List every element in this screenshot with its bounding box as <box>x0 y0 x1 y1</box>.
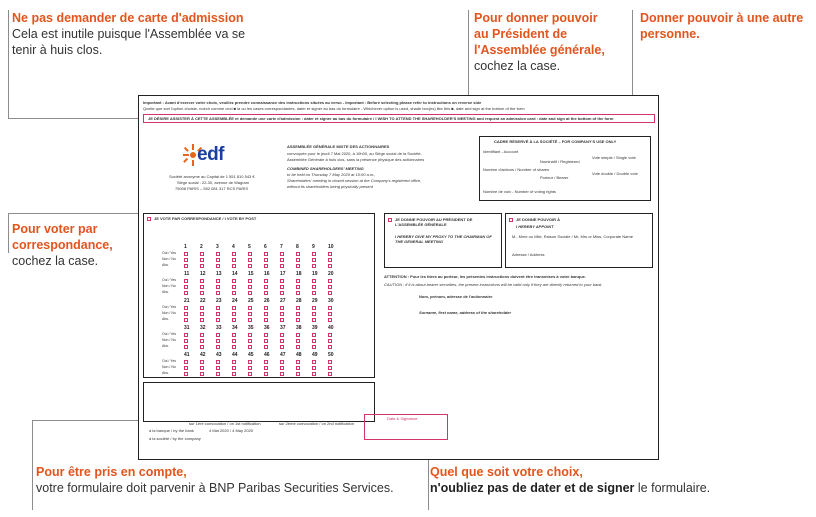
first-notification: sur 1ère convocation / on 1st notification <box>189 421 261 426</box>
resolution-number: 1 <box>184 244 187 250</box>
annotation-sign-title: Quel que soit votre choix, <box>430 465 583 479</box>
annotation-sign-bold: n'oubliez pas de dater et de signer <box>430 481 635 495</box>
vote-checkbox[interactable] <box>232 312 236 316</box>
resolution-number: 10 <box>328 244 334 250</box>
resolution-number: 16 <box>264 271 270 277</box>
vote-checkbox[interactable] <box>264 291 268 295</box>
vote-checkbox[interactable] <box>232 291 236 295</box>
vote-checkbox[interactable] <box>328 345 332 349</box>
annotation-sending <box>36 464 416 496</box>
vote-choice-label: Abs. <box>162 371 170 375</box>
vote-checkbox[interactable] <box>312 339 316 343</box>
resolution-number: 3 <box>216 244 219 250</box>
vote-choice-label: Non / No <box>162 338 176 342</box>
vote-checkbox[interactable] <box>200 372 204 376</box>
annotation-admission <box>12 10 252 58</box>
vote-checkbox[interactable] <box>216 372 220 376</box>
vote-checkbox[interactable] <box>184 312 188 316</box>
vote-checkbox[interactable] <box>216 339 220 343</box>
vote-checkbox[interactable] <box>328 252 332 256</box>
account-label: Identifiant - Account <box>483 149 519 154</box>
vote-checkbox[interactable] <box>200 252 204 256</box>
shareholder-name-en: Surname, first name, address of the shareholder <box>419 310 512 315</box>
vote-checkbox[interactable] <box>264 360 268 364</box>
vote-row <box>162 352 350 379</box>
vote-checkbox[interactable] <box>264 366 268 370</box>
vote-checkbox[interactable] <box>216 360 220 364</box>
amendments-box <box>143 382 375 422</box>
vote-checkbox[interactable] <box>296 306 300 310</box>
vote-checkbox[interactable] <box>232 345 236 349</box>
vote-choice-label: Non / No <box>162 257 176 261</box>
company-use-box <box>479 136 651 201</box>
vote-checkbox[interactable] <box>184 264 188 268</box>
meeting-en-title: COMBINED SHAREHOLDERS' MEETING <box>287 166 364 171</box>
resolution-number: 21 <box>184 298 190 304</box>
proxy-other-checkbox[interactable] <box>509 218 513 222</box>
annotation-correspondence <box>12 221 137 269</box>
vote-checkbox[interactable] <box>248 366 252 370</box>
date-signature-box[interactable] <box>364 414 448 440</box>
vote-choice-label: Abs. <box>162 344 170 348</box>
vote-checkbox[interactable] <box>232 252 236 256</box>
annotation-president-body: cochez la case. <box>474 59 561 73</box>
resolution-number: 37 <box>280 325 286 331</box>
vote-checkbox[interactable] <box>328 285 332 289</box>
proxy-president-title: JE DONNE POUVOIR AU PRÉSIDENT DE L'ASSEMBLÉE GÉNÉRALE <box>395 217 473 227</box>
vote-checkbox[interactable] <box>328 318 332 322</box>
vote-checkbox[interactable] <box>200 360 204 364</box>
vote-checkbox[interactable] <box>216 366 220 370</box>
vote-checkbox[interactable] <box>296 366 300 370</box>
vote-checkbox[interactable] <box>184 372 188 376</box>
vote-checkbox[interactable] <box>216 279 220 283</box>
vote-checkbox[interactable] <box>232 366 236 370</box>
vote-checkbox[interactable] <box>216 285 220 289</box>
vote-checkbox[interactable] <box>216 318 220 322</box>
vote-checkbox[interactable] <box>184 252 188 256</box>
vote-choice-label: Oui / Yes <box>162 332 177 336</box>
resolution-number: 35 <box>248 325 254 331</box>
vote-checkbox[interactable] <box>216 258 220 262</box>
deadline: 4 Mai 2020 / 4 May 2020 <box>209 428 254 433</box>
resolution-number: 27 <box>280 298 286 304</box>
resolution-number: 12 <box>200 271 206 277</box>
resolution-number: 25 <box>248 298 254 304</box>
shares-label: Nombre d'actions / Number of shares <box>483 167 550 172</box>
vote-checkbox[interactable] <box>248 360 252 364</box>
resolution-number: 43 <box>216 352 222 358</box>
vote-checkbox[interactable] <box>216 345 220 349</box>
form-important: Important : Avant d'exercer votre choix, veuillez prendre connaissance des instructions situées au verso - Important : Before selecting please refer to instructions on reverse side <box>143 100 482 105</box>
vote-checkbox[interactable] <box>200 318 204 322</box>
leader-line <box>8 213 9 253</box>
vote-checkbox[interactable] <box>232 372 236 376</box>
vote-by-post-box <box>143 213 375 378</box>
annotation-other-person <box>640 10 810 42</box>
resolution-number: 42 <box>200 352 206 358</box>
vote-checkbox[interactable] <box>248 339 252 343</box>
vote-checkbox[interactable] <box>200 264 204 268</box>
vote-checkbox[interactable] <box>248 285 252 289</box>
resolution-number: 39 <box>312 325 318 331</box>
resolution-number: 2 <box>200 244 203 250</box>
vote-checkbox[interactable] <box>296 360 300 364</box>
vote-checkbox[interactable] <box>200 291 204 295</box>
resolution-number: 30 <box>328 298 334 304</box>
vote-checkbox[interactable] <box>200 279 204 283</box>
vote-checkbox[interactable] <box>280 291 284 295</box>
vote-checkbox[interactable] <box>296 345 300 349</box>
company-use-title: CADRE RÉSERVÉ À LA SOCIÉTÉ – FOR COMPANY'S USE ONLY <box>494 139 617 144</box>
vote-row <box>162 298 350 325</box>
vote-checkbox[interactable] <box>232 339 236 343</box>
vote-checkbox[interactable] <box>296 264 300 268</box>
resolution-number: 46 <box>264 352 270 358</box>
vote-checkbox[interactable] <box>280 285 284 289</box>
vote-checkbox[interactable] <box>232 279 236 283</box>
proxy-president-box <box>384 213 502 268</box>
vote-choice-label: Abs. <box>162 263 170 267</box>
vote-checkbox[interactable] <box>248 279 252 283</box>
vote-checkbox[interactable] <box>264 345 268 349</box>
date-signature-label: Date & Signature <box>387 416 418 421</box>
vote-checkbox[interactable] <box>328 333 332 337</box>
resolution-number: 5 <box>248 244 251 250</box>
resolution-number: 22 <box>200 298 206 304</box>
vote-checkbox[interactable] <box>200 339 204 343</box>
resolution-number: 15 <box>248 271 254 277</box>
meeting-fr: convoquée pour le jeudi 7 Mai 2020, à 10h00, au Siège social de la Société. <box>287 151 422 156</box>
vote-by-post-checkbox[interactable] <box>147 217 151 221</box>
vote-checkbox[interactable] <box>328 372 332 376</box>
resolution-number: 50 <box>328 352 334 358</box>
resolution-number: 9 <box>312 244 315 250</box>
proxy-other-box <box>505 213 653 268</box>
vote-checkbox[interactable] <box>280 252 284 256</box>
annotation-president-title: Pour donner pouvoir au Président de l'Assemblée générale, <box>474 11 605 57</box>
vote-checkbox[interactable] <box>296 285 300 289</box>
resolution-number: 47 <box>280 352 286 358</box>
vote-choice-label: Abs. <box>162 317 170 321</box>
vote-checkbox[interactable] <box>216 264 220 268</box>
vote-checkbox[interactable] <box>328 312 332 316</box>
resolution-number: 38 <box>296 325 302 331</box>
vote-checkbox[interactable] <box>328 279 332 283</box>
vote-checkbox[interactable] <box>328 339 332 343</box>
vote-checkbox[interactable] <box>296 312 300 316</box>
resolution-number: 17 <box>280 271 286 277</box>
vote-checkbox[interactable] <box>248 345 252 349</box>
vote-checkbox[interactable] <box>184 333 188 337</box>
vote-checkbox[interactable] <box>296 318 300 322</box>
vote-checkbox[interactable] <box>328 306 332 310</box>
vote-row <box>162 244 350 271</box>
resolution-number: 4 <box>232 244 235 250</box>
vote-checkbox[interactable] <box>280 306 284 310</box>
vote-checkbox[interactable] <box>248 252 252 256</box>
vote-checkbox[interactable] <box>200 366 204 370</box>
leader-line <box>8 10 9 118</box>
voting-rights-label: Nombre de voix - Number of voting rights <box>483 189 556 194</box>
vote-checkbox[interactable] <box>312 285 316 289</box>
meeting-fr-2: Assemblée Générale à huis clos, sans la présence physique des actionnaires <box>287 157 425 162</box>
vote-checkbox[interactable] <box>232 285 236 289</box>
meeting-title: ASSEMBLÉE GÉNÉRALE MIXTE DES ACTIONNAIRES <box>287 144 390 149</box>
vote-checkbox[interactable] <box>280 312 284 316</box>
vote-checkbox[interactable] <box>184 345 188 349</box>
bank-line: à la banque / by the bank <box>149 428 194 433</box>
vote-checkbox[interactable] <box>296 252 300 256</box>
shareholder-name-label: Nom, prénom, adresse de l'actionnaire <box>419 294 493 299</box>
vote-checkbox[interactable] <box>264 258 268 262</box>
vote-checkbox[interactable] <box>232 264 236 268</box>
vote-checkbox[interactable] <box>312 279 316 283</box>
form-important-2: Quelle que soit l'option choisie, noircir comme ceci ■ la ou les cases correspondantes, dater et signer au bas du formulaire - Whichever option is used, shade box(es) like this ■, date and sign at the bottom of the form <box>143 106 525 111</box>
vote-checkbox[interactable] <box>184 279 188 283</box>
vote-checkbox[interactable] <box>184 339 188 343</box>
vote-checkbox[interactable] <box>280 360 284 364</box>
vote-checkbox[interactable] <box>248 264 252 268</box>
vote-choice-label: Non / No <box>162 284 176 288</box>
vote-choice-label: Oui / Yes <box>162 278 177 282</box>
resolution-number: 20 <box>328 271 334 277</box>
vote-checkbox[interactable] <box>264 264 268 268</box>
vote-checkbox[interactable] <box>232 258 236 262</box>
resolution-number: 36 <box>264 325 270 331</box>
registered-label: Nominatif / Registered <box>540 159 580 164</box>
vote-checkbox[interactable] <box>280 366 284 370</box>
vote-checkbox[interactable] <box>264 252 268 256</box>
vote-checkbox[interactable] <box>280 333 284 337</box>
vote-checkbox[interactable] <box>264 318 268 322</box>
resolution-number: 29 <box>312 298 318 304</box>
vote-choice-label: Abs. <box>162 290 170 294</box>
resolution-number: 7 <box>280 244 283 250</box>
vote-checkbox[interactable] <box>232 318 236 322</box>
vote-checkbox[interactable] <box>216 306 220 310</box>
vote-checkbox[interactable] <box>232 306 236 310</box>
vote-checkbox[interactable] <box>200 312 204 316</box>
proxy-other-address: Adresse / Address <box>512 252 545 257</box>
vote-checkbox[interactable] <box>184 306 188 310</box>
vote-checkbox[interactable] <box>264 306 268 310</box>
vote-checkbox[interactable] <box>296 333 300 337</box>
vote-checkbox[interactable] <box>232 360 236 364</box>
vote-checkbox[interactable] <box>264 312 268 316</box>
resolution-number: 40 <box>328 325 334 331</box>
resolution-number: 18 <box>296 271 302 277</box>
annotation-other-person-title: Donner pouvoir à une autre personne. <box>640 11 804 41</box>
resolution-number: 14 <box>232 271 238 277</box>
second-notification: sur 2ème convocation / on 2nd notification <box>279 421 354 426</box>
vote-checkbox[interactable] <box>328 360 332 364</box>
proxy-president-en: I HEREBY GIVE MY PROXY TO THE CHAIRMAN OF THE GENERAL MEETING <box>395 234 492 244</box>
vote-checkbox[interactable] <box>264 285 268 289</box>
annotation-correspondence-body: cochez la case. <box>12 254 99 268</box>
meeting-en-2: Shareholders' meeting in closed session at the Company's registered office, <box>287 178 422 183</box>
vote-checkbox[interactable] <box>232 333 236 337</box>
resolution-number: 28 <box>296 298 302 304</box>
resolution-number: 11 <box>184 271 190 277</box>
company-capital: Société anonyme au Capital de 1 551 810 543 € <box>169 174 255 179</box>
resolution-number: 31 <box>184 325 190 331</box>
vote-checkbox[interactable] <box>296 372 300 376</box>
vote-checkbox[interactable] <box>280 372 284 376</box>
annotation-admission-title: Ne pas demander de carte d'admission <box>12 11 244 25</box>
vote-checkbox[interactable] <box>312 306 316 310</box>
edf-logo-text: edf <box>197 144 224 165</box>
resolution-number: 49 <box>312 352 318 358</box>
vote-by-post-title: JE VOTE PAR CORRESPONDANCE / I VOTE BY POST <box>154 216 257 221</box>
resolution-number: 48 <box>296 352 302 358</box>
vote-checkbox[interactable] <box>280 258 284 262</box>
vote-checkbox[interactable] <box>264 372 268 376</box>
vote-checkbox[interactable] <box>312 372 316 376</box>
leader-line <box>8 213 150 214</box>
resolution-number: 23 <box>216 298 222 304</box>
vote-checkbox[interactable] <box>248 312 252 316</box>
attend-label: JE DÉSIRE ASSISTER À CETTE ASSEMBLÉE et demande une carte d'admission : dater et signer au bas du formulaire / I WISH TO ATTEND THE SHAREHOLDER'S MEETING and request an admission card : date and sign at the bottom of the form <box>148 116 614 121</box>
vote-checkbox[interactable] <box>264 279 268 283</box>
vote-checkbox[interactable] <box>328 291 332 295</box>
vote-choice-label: Non / No <box>162 365 176 369</box>
annotation-sign-body: le formulaire. <box>637 481 711 495</box>
vote-checkbox[interactable] <box>312 366 316 370</box>
vote-grid <box>162 244 350 379</box>
resolution-number: 44 <box>232 352 238 358</box>
attention-text: ATTENTION : Pour les titres au porteur, les présentes instructions doivent être transmises à votre banque. <box>384 274 586 279</box>
vote-checkbox[interactable] <box>264 333 268 337</box>
vote-choice-label: Oui / Yes <box>162 359 177 363</box>
vote-checkbox[interactable] <box>248 318 252 322</box>
vote-checkbox[interactable] <box>312 333 316 337</box>
meeting-en: to be held on Thursday 7 May 2020 at 10:00 a.m., <box>287 172 376 177</box>
company-address: Siège social : 22-30, avenue de Wagram <box>177 180 250 185</box>
vote-checkbox[interactable] <box>184 258 188 262</box>
vote-choice-label: Non / No <box>162 311 176 315</box>
annotation-sign <box>430 464 810 496</box>
proxy-form <box>138 95 659 460</box>
resolution-number: 45 <box>248 352 254 358</box>
company-rcs: 75008 PARIS – 552 081 317 RCS PARIS <box>175 186 249 191</box>
vote-checkbox[interactable] <box>312 291 316 295</box>
resolution-number: 19 <box>312 271 318 277</box>
vote-checkbox[interactable] <box>200 345 204 349</box>
vote-checkbox[interactable] <box>200 333 204 337</box>
bearer-label: Porteur / Bearer <box>540 175 569 180</box>
vote-checkbox[interactable] <box>312 312 316 316</box>
vote-checkbox[interactable] <box>184 318 188 322</box>
vote-checkbox[interactable] <box>216 312 220 316</box>
vote-checkbox[interactable] <box>312 318 316 322</box>
vote-checkbox[interactable] <box>184 291 188 295</box>
vote-checkbox[interactable] <box>200 306 204 310</box>
resolution-number: 41 <box>184 352 190 358</box>
vote-checkbox[interactable] <box>312 360 316 364</box>
leader-line <box>32 420 144 421</box>
vote-checkbox[interactable] <box>296 279 300 283</box>
vote-checkbox[interactable] <box>296 339 300 343</box>
vote-checkbox[interactable] <box>184 366 188 370</box>
vote-checkbox[interactable] <box>216 333 220 337</box>
meeting-en-3: without its shareholders being physically present <box>287 184 373 189</box>
vote-choice-label: Oui / Yes <box>162 305 177 309</box>
vote-checkbox[interactable] <box>200 285 204 289</box>
vote-checkbox[interactable] <box>248 333 252 337</box>
vote-checkbox[interactable] <box>280 339 284 343</box>
double-vote-label: Vote double / Double vote <box>592 171 638 176</box>
vote-checkbox[interactable] <box>328 264 332 268</box>
resolution-number: 26 <box>264 298 270 304</box>
resolution-number: 32 <box>200 325 206 331</box>
vote-choice-label: Oui / Yes <box>162 251 177 255</box>
annotation-correspondence-title: Pour voter par correspondance, <box>12 222 113 252</box>
annotation-sending-title: Pour être pris en compte, <box>36 465 187 479</box>
vote-checkbox[interactable] <box>296 258 300 262</box>
vote-checkbox[interactable] <box>312 345 316 349</box>
vote-checkbox[interactable] <box>312 252 316 256</box>
vote-checkbox[interactable] <box>280 318 284 322</box>
annotation-admission-body: Cela est inutile puisque l'Assemblée va se tenir à huis clos. <box>12 27 246 57</box>
proxy-other-name: M., Mme ou Mlle, Raison Sociale / Mr, Mrs or Miss, Corporate Name <box>512 234 633 239</box>
vote-checkbox[interactable] <box>248 372 252 376</box>
annotation-president <box>474 10 614 74</box>
vote-checkbox[interactable] <box>328 366 332 370</box>
vote-checkbox[interactable] <box>248 291 252 295</box>
vote-checkbox[interactable] <box>216 291 220 295</box>
single-vote-label: Vote simple / Single vote <box>592 155 636 160</box>
attend-box[interactable] <box>143 114 655 123</box>
annotation-sending-body: votre formulaire doit parvenir à BNP Paribas Securities Services. <box>36 481 394 495</box>
vote-checkbox[interactable] <box>248 258 252 262</box>
vote-checkbox[interactable] <box>312 258 316 262</box>
resolution-number: 24 <box>232 298 238 304</box>
vote-checkbox[interactable] <box>184 285 188 289</box>
vote-checkbox[interactable] <box>184 360 188 364</box>
caution-text: CAUTION : if it is about bearer securities, the present instructions will be valid only if they are directly returned to your bank. <box>384 282 603 287</box>
vote-checkbox[interactable] <box>296 291 300 295</box>
proxy-other-en: I HEREBY APPOINT <box>516 224 554 229</box>
proxy-president-checkbox[interactable] <box>388 218 392 222</box>
vote-row <box>162 325 350 352</box>
proxy-other-title: JE DONNE POUVOIR À <box>516 217 561 222</box>
vote-checkbox[interactable] <box>216 252 220 256</box>
company-line: à la société / by the company <box>149 436 201 441</box>
vote-checkbox[interactable] <box>264 339 268 343</box>
vote-row <box>162 271 350 298</box>
resolution-number: 8 <box>296 244 299 250</box>
vote-checkbox[interactable] <box>280 279 284 283</box>
vote-checkbox[interactable] <box>248 306 252 310</box>
leader-line <box>32 420 33 510</box>
resolution-number: 13 <box>216 271 222 277</box>
vote-checkbox[interactable] <box>280 264 284 268</box>
vote-checkbox[interactable] <box>280 345 284 349</box>
vote-checkbox[interactable] <box>312 264 316 268</box>
leader-line <box>8 118 150 119</box>
resolution-number: 34 <box>232 325 238 331</box>
resolution-number: 6 <box>264 244 267 250</box>
vote-checkbox[interactable] <box>200 258 204 262</box>
resolution-number: 33 <box>216 325 222 331</box>
vote-checkbox[interactable] <box>328 258 332 262</box>
